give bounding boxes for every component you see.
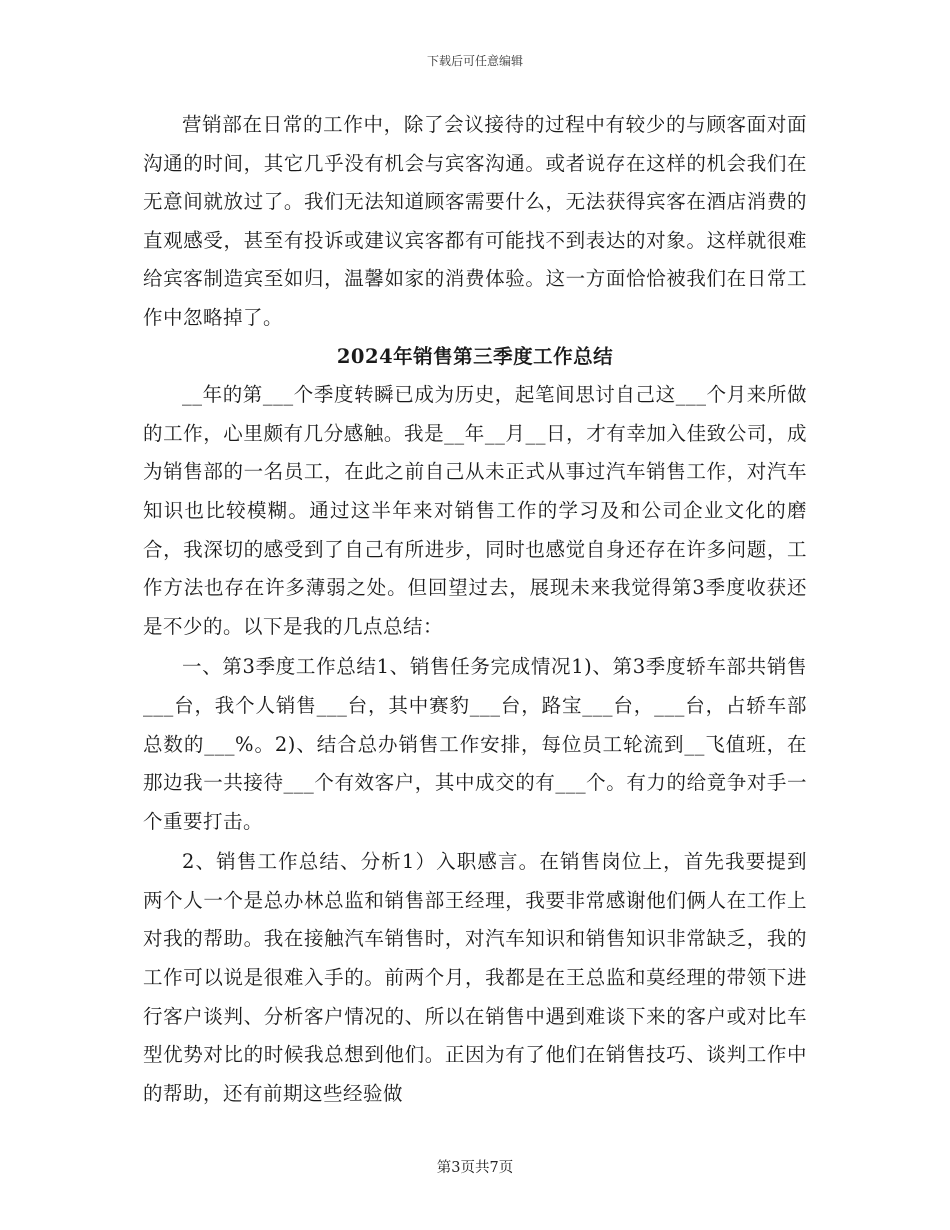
paragraph-analysis: 2、销售工作总结、分析1）入职感言。在销售岗位上，首先我要提到两个人一个是总办林总监和销售部王经理，我要非常感谢他们俩人在工作上对我的帮助。我在接触汽车销售时，对汽车知识和销售知识非常缺乏，我的工作可以说是很难入手的。前两个月，我都是在王总监和莫经理的带领下进行客户谈判、分析客户情况的、所以在销售中遇到难谈下来的客户或对比车型优势对比的时候我总想到他们。正因为有了他们在销售技巧、谈判工作中的帮助，还有前期这些经验做 [143,850,807,1105]
page-number: 第3页共7页 [436,1160,514,1176]
paragraph-intro: __年的第___个季度转瞬已成为历史，起笔间思讨自己这___个月来所做的工作，心里颇有几分感触。我是__年__月__日，才有幸加入佳致公司，成为销售部的一名员工，在此之前自己从未正式从事过汽车销售工作，对汽车知识也比较模糊。通过这半年来对销售工作的学习及和公司企业文化的磨合，我深切的感受到了自己有所进步，同时也感觉自身还存在许多问题，工作方法也存在许多薄弱之处。但回望过去，展现未来我觉得第3季度收获还是不少的。以下是我的几点总结： [143,383,807,638]
paragraph-marketing: 营销部在日常的工作中，除了会议接待的过程中有较少的与顾客面对面沟通的时间，其它几乎没有机会与宾客沟通。或者说存在这样的机会我们在无意间就放过了。我们无法知道顾客需要什么，无法获得宾客在酒店消费的直观感受，甚至有投诉或建议宾客都有可能找不到表达的对象。这样就很难给宾客制造宾至如归，温馨如家的消费体验。这一方面恰恰被我们在日常工作中忽略掉了。 [143,113,807,329]
page-header: 下载后可任意编辑 [426,54,523,68]
document-body [143,106,807,1113]
document-title: 2024年销售第三季度工作总结 [336,344,614,368]
paragraph-sales-summary: 一、第3季度工作总结1、销售任务完成情况1)、第3季度轿车部共销售___台，我个人销售___台，其中赛豹___台，路宝___台，___台，占轿车部总数的___%。2)、结合总办销售工作安排，每位员工轮流到__飞值班，在那边我一共接待___个有效客户，其中成交的有___个。有力的给竟争对手一个重要打击。 [143,655,807,833]
